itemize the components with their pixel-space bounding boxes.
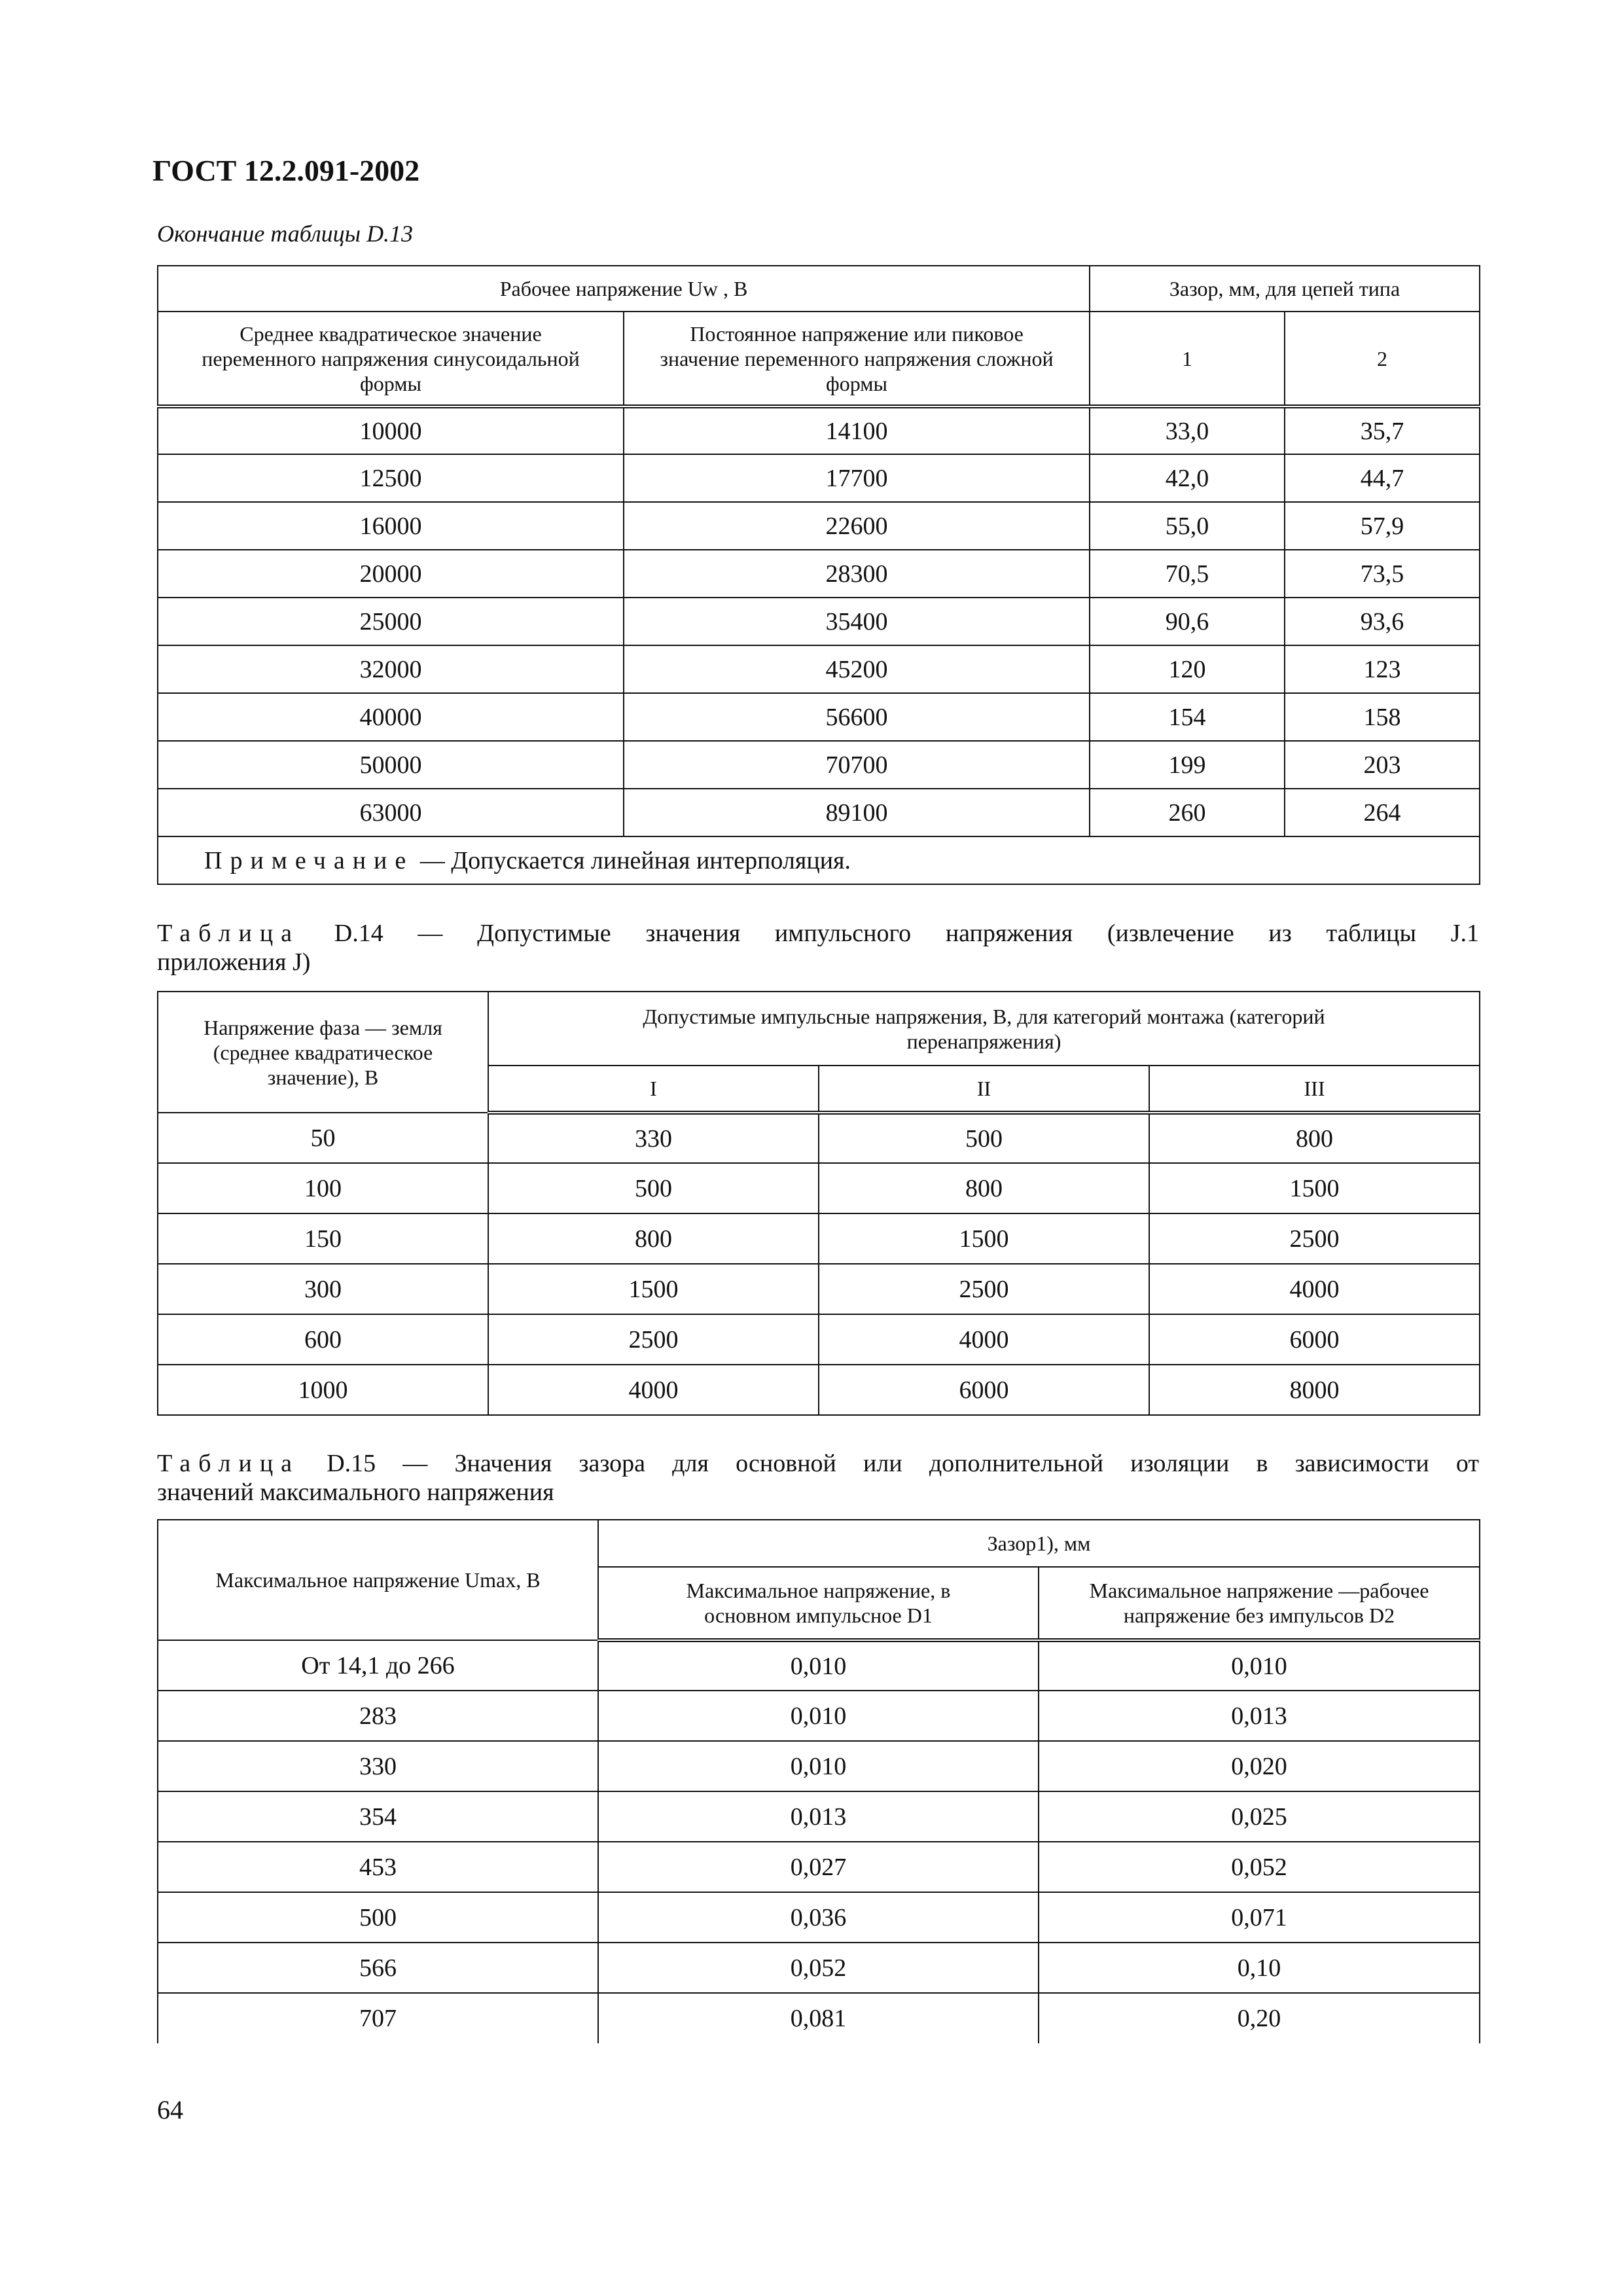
table-row — [158, 1213, 1480, 1264]
table-row — [158, 645, 1480, 693]
table-cell: 354 — [158, 1791, 598, 1842]
table-cell: 35,7 — [1285, 406, 1480, 454]
table-row — [158, 1365, 1480, 1415]
table-cell: 600 — [158, 1314, 488, 1365]
table-cell: 17700 — [624, 454, 1090, 502]
table-cell: 150 — [158, 1213, 488, 1264]
table-cell: 90,6 — [1090, 598, 1285, 645]
table-cell: 0,052 — [1039, 1842, 1480, 1892]
table-cell: 707 — [158, 1993, 598, 2043]
table-cell: 330 — [158, 1741, 598, 1791]
table-cell: 55,0 — [1090, 502, 1285, 550]
table-row — [158, 1943, 1480, 1993]
table-row — [158, 1314, 1480, 1365]
table-cell: 260 — [1090, 789, 1285, 836]
table-d15 — [157, 1519, 1480, 2043]
table-cell: 14100 — [624, 406, 1090, 454]
header-rms-sinusoidal: Среднее квадратическое значение переменного напряжения синусоидальной формы — [158, 312, 624, 406]
table-cell: 453 — [158, 1842, 598, 1892]
table-row — [158, 1691, 1480, 1741]
header-circuit-type-1: 1 — [1090, 312, 1285, 406]
table-d14-caption — [157, 919, 1479, 948]
table-cell: 89100 — [624, 789, 1090, 836]
table-cell: 1500 — [819, 1213, 1149, 1264]
header-max-voltage: Максимальное напряжение Umax, В — [158, 1520, 598, 1640]
table-cell: 0,036 — [598, 1892, 1039, 1943]
table-d13-note — [158, 836, 1480, 884]
table-cell: 50000 — [158, 741, 624, 789]
table-cell: 0,010 — [1039, 1640, 1480, 1691]
table-row — [158, 550, 1480, 598]
table-d13 — [157, 265, 1480, 885]
table-d15-caption-cont: значений максимального напряжения — [157, 1479, 554, 1506]
table-d14-caption-cont: приложения J) — [157, 948, 311, 976]
table-cell: 500 — [819, 1113, 1149, 1163]
table-cell: 63000 — [158, 789, 624, 836]
table-cell: 0,010 — [598, 1691, 1039, 1741]
table-cell: 16000 — [158, 502, 624, 550]
table-d14 — [157, 991, 1480, 1416]
page-number: 64 — [157, 2095, 183, 2125]
table-cell: 300 — [158, 1264, 488, 1314]
table-cell: 800 — [819, 1163, 1149, 1213]
table-cell: 0,025 — [1039, 1791, 1480, 1842]
table-label: Таблица — [157, 1450, 300, 1477]
header-category-1: I — [488, 1066, 819, 1113]
table-cell: От 14,1 до 266 — [158, 1640, 598, 1691]
table-cell: 4000 — [488, 1365, 819, 1415]
table-row — [158, 1791, 1480, 1842]
table-row — [158, 1264, 1480, 1314]
table-cell: 120 — [1090, 645, 1285, 693]
table-cell: 50 — [158, 1113, 488, 1163]
table-cell: 70,5 — [1090, 550, 1285, 598]
table-cell: 154 — [1090, 693, 1285, 741]
table-cell: 264 — [1285, 789, 1480, 836]
table-cell: 35400 — [624, 598, 1090, 645]
table-d13-caption: Окончание таблицы D.13 — [157, 221, 414, 247]
table-cell: 0,013 — [598, 1791, 1039, 1842]
table-cell: 22600 — [624, 502, 1090, 550]
table-cell: 0,013 — [1039, 1691, 1480, 1741]
table-cell: 40000 — [158, 693, 624, 741]
table-cell: 330 — [488, 1113, 819, 1163]
table-row — [158, 454, 1480, 502]
table-cell: 6000 — [819, 1365, 1149, 1415]
table-cell: 158 — [1285, 693, 1480, 741]
table-row — [158, 406, 1480, 454]
table-cell: 32000 — [158, 645, 624, 693]
table-cell: 0,081 — [598, 1993, 1039, 2043]
table-cell: 70700 — [624, 741, 1090, 789]
table-cell: 100 — [158, 1163, 488, 1213]
header-category-2: II — [819, 1066, 1149, 1113]
table-cell: 0,10 — [1039, 1943, 1480, 1993]
table-d14-title: D.14 — Допустимые значения импульсного напряжения (извлечение из таблицы J.1 — [334, 920, 1479, 947]
table-cell: 0,010 — [598, 1640, 1039, 1691]
table-cell: 45200 — [624, 645, 1090, 693]
table-d15-caption — [157, 1449, 1479, 1478]
table-cell: 57,9 — [1285, 502, 1480, 550]
table-cell: 8000 — [1149, 1365, 1480, 1415]
table-cell: 20000 — [158, 550, 624, 598]
header-circuit-type-2: 2 — [1285, 312, 1480, 406]
header-impulse-voltages: Допустимые импульсные напряжения, В, для категорий монтажа (категорий перенапряжения) — [488, 992, 1480, 1066]
table-row — [158, 741, 1480, 789]
table-cell: 283 — [158, 1691, 598, 1741]
table-cell: 500 — [158, 1892, 598, 1943]
table-cell: 44,7 — [1285, 454, 1480, 502]
table-cell: 500 — [488, 1163, 819, 1213]
table-cell: 566 — [158, 1943, 598, 1993]
table-cell: 2500 — [1149, 1213, 1480, 1264]
header-phase-earth-voltage: Напряжение фаза — земля (среднее квадратическое значение), В — [158, 992, 488, 1113]
table-cell: 93,6 — [1285, 598, 1480, 645]
table-cell: 73,5 — [1285, 550, 1480, 598]
table-cell: 1500 — [488, 1264, 819, 1314]
table-cell: 1500 — [1149, 1163, 1480, 1213]
header-dc-or-peak: Постоянное напряжение или пиковое значение переменного напряжения сложной формы — [624, 312, 1090, 406]
header-category-3: III — [1149, 1066, 1480, 1113]
table-row — [158, 1842, 1480, 1892]
table-cell: 199 — [1090, 741, 1285, 789]
header-clearance-circuit-type: Зазор, мм, для цепей типа — [1090, 266, 1480, 312]
table-cell: 1000 — [158, 1365, 488, 1415]
table-row — [158, 1163, 1480, 1213]
table-cell: 0,027 — [598, 1842, 1039, 1892]
table-cell: 800 — [488, 1213, 819, 1264]
table-row — [158, 502, 1480, 550]
table-cell: 0,071 — [1039, 1892, 1480, 1943]
table-cell: 25000 — [158, 598, 624, 645]
document-code: ГОСТ 12.2.091-2002 — [152, 154, 420, 187]
table-cell: 4000 — [819, 1314, 1149, 1365]
table-cell: 2500 — [488, 1314, 819, 1365]
note-text: — Допускается линейная интерполяция. — [414, 846, 851, 874]
table-cell: 2500 — [819, 1264, 1149, 1314]
table-row — [158, 598, 1480, 645]
table-row — [158, 1741, 1480, 1791]
table-d15-title: D.15 — Значения зазора для основной или дополнительной изоляции в зависимости от — [327, 1450, 1480, 1477]
table-row — [158, 1993, 1480, 2043]
table-cell: 0,020 — [1039, 1741, 1480, 1791]
table-cell: 123 — [1285, 645, 1480, 693]
table-cell: 10000 — [158, 406, 624, 454]
table-row — [158, 1892, 1480, 1943]
table-cell: 42,0 — [1090, 454, 1285, 502]
header-working-voltage: Рабочее напряжение Uw , В — [158, 266, 1090, 312]
table-cell: 0,20 — [1039, 1993, 1480, 2043]
table-cell: 28300 — [624, 550, 1090, 598]
table-row — [158, 1113, 1480, 1163]
table-cell: 800 — [1149, 1113, 1480, 1163]
table-cell: 12500 — [158, 454, 624, 502]
table-cell: 56600 — [624, 693, 1090, 741]
table-cell: 6000 — [1149, 1314, 1480, 1365]
table-label: Таблица — [157, 920, 300, 947]
table-row — [158, 789, 1480, 836]
table-cell: 33,0 — [1090, 406, 1285, 454]
table-cell: 0,010 — [598, 1741, 1039, 1791]
header-clearance-mm: Зазор1), мм — [598, 1520, 1480, 1567]
table-cell: 4000 — [1149, 1264, 1480, 1314]
table-cell: 0,052 — [598, 1943, 1039, 1993]
table-cell: 203 — [1285, 741, 1480, 789]
note-label: Примечание — [204, 846, 414, 874]
table-row — [158, 693, 1480, 741]
header-d1: Максимальное напряжение, в основном импульсное D1 — [598, 1567, 1039, 1640]
header-d2: Максимальное напряжение —рабочее напряжение без импульсов D2 — [1039, 1567, 1480, 1640]
table-row — [158, 1640, 1480, 1691]
